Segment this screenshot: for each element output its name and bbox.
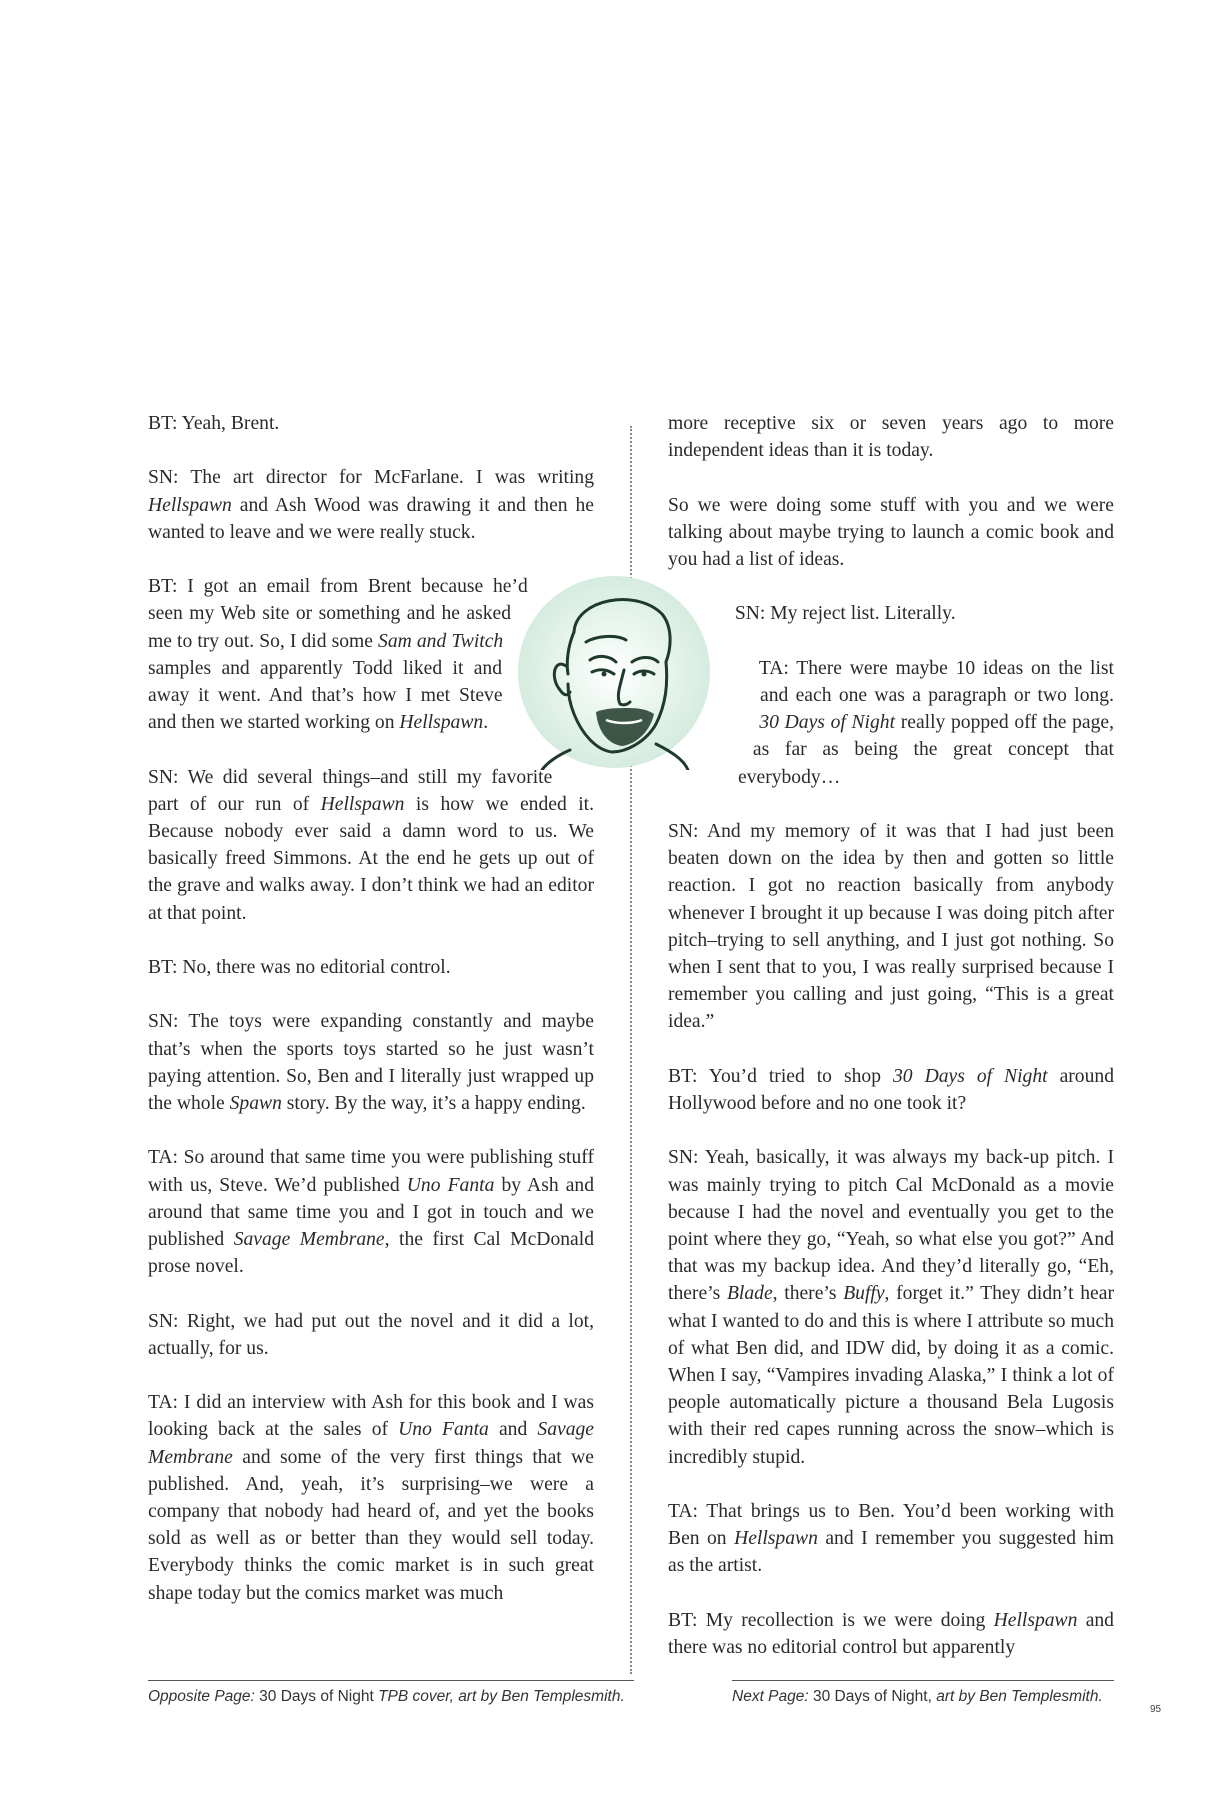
paragraph: BT: No, there was no editorial control.	[148, 957, 451, 978]
paragraph: BT: My recollection is we were doing Hellspawn and there was no editorial control but apparently	[668, 1609, 1114, 1659]
paragraph: TA: That brings us to Ben. You’d been working with Ben on Hellspawn and I remember you suggested him as the artist.	[668, 1501, 1114, 1577]
paragraph: SN: And my memory of it was that I had just been beaten down on the idea by then and gotten so little reaction. I got no reaction basically from anybody whenever I brought it up because I was doing pitch after pitch–trying to sell anything, and I just got nothing. So when I sent that to you, I was really surprised because I remember you calling and just going, “This is a great idea.”	[668, 820, 1114, 1033]
paragraph: BT: You’d tried to shop 30 Days of Night around Hollywood before and no one took it?	[668, 1065, 1114, 1114]
caricature-portrait-icon	[516, 574, 712, 770]
paragraph: TA: There were maybe 10 ideas on the list and each one was a paragraph or two long. 30 Days of Night really popped off the page, as far as being the great concept that everybody…	[738, 657, 1114, 788]
paragraph: So we were doing some stuff with you and we were talking about maybe trying to launch a comic book and you had a list of ideas.	[668, 494, 1114, 570]
caption-opposite-page: Opposite Page: 30 Days of Night TPB cover, art by Ben Templesmith.	[148, 1688, 625, 1705]
paragraph: SN: The art director for McFarlane. I was writing Hellspawn and Ash Wood was drawing it and then he wanted to leave and we were really stuck.	[148, 467, 594, 543]
right-column	[668, 410, 1114, 1688]
paragraph: BT: Yeah, Brent.	[148, 413, 280, 434]
paragraph: TA: I did an interview with Ash for this book and I was looking back at the sales of Uno Fanta and Savage Membrane and some of the very first things that we published. And, yeah, it’s surprising–we were a company that nobody had heard of, and yet the books sold as well as or better than they would sell today. Everybody thinks the comic market is in such great shape today but the comics market was much	[148, 1392, 594, 1604]
paragraph: SN: Right, we had put out the novel and it did a lot, actually, for us.	[148, 1310, 594, 1359]
paragraph: BT: I got an email from Brent because he’d seen my Web site or something and he asked me to try out. So, I did some Sam and Twitch samples and apparently Todd liked it and away it went. And that’s how I met Steve and then we started working on Hellspawn.	[148, 576, 528, 734]
footer-rule-left	[148, 1680, 634, 1681]
caption-next-page: Next Page: 30 Days of Night, art by Ben Templesmith.	[732, 1688, 1103, 1705]
paragraph: SN: My reject list. Literally.	[734, 603, 956, 625]
paragraph: SN: The toys were expanding constantly and maybe that’s when the sports toys started so he just wasn’t paying attention. So, Ben and I literally just wrapped up the whole Spawn story. By the way, it’s a happy ending.	[148, 1011, 594, 1114]
paragraph: SN: We did several things–and still my favorite part of our run of Hellspawn is how we ended it. Because nobody ever said a damn word to us. We basically freed Simmons. At the end he gets up out of the grave and walks away. I don’t think we had an editor at that point.	[148, 766, 594, 924]
page-number: 95	[1150, 1704, 1162, 1715]
paragraph: SN: Yeah, basically, it was always my back-up pitch. I was mainly trying to pitch Cal McDonald as a movie because I had the novel and eventually you get to the point where they go, “Yeah, so what else you got?” And that was my backup idea. And they’d literally go, “Eh, there’s Blade, there’s Buffy, forget it.” They didn’t hear what I wanted to do and this is where I attribute so much of what Ben did, and IDW did, by doing it as a comic. When I say, “Vampires invading Alaska,” I think a lot of people automatically picture a thousand Bela Lugosis with their red capes running across the snow–which is incredibly stupid.	[668, 1147, 1114, 1468]
footer-rule-right	[732, 1680, 1114, 1681]
paragraph: TA: So around that same time you were publishing stuff with us, Steve. We’d published Uno Fanta by Ash and around that same time you and I got in touch and we published Savage Membrane, the first Cal McDonald prose novel.	[148, 1147, 594, 1278]
paragraph: more receptive six or seven years ago to more independent ideas than it is today.	[668, 413, 1114, 462]
